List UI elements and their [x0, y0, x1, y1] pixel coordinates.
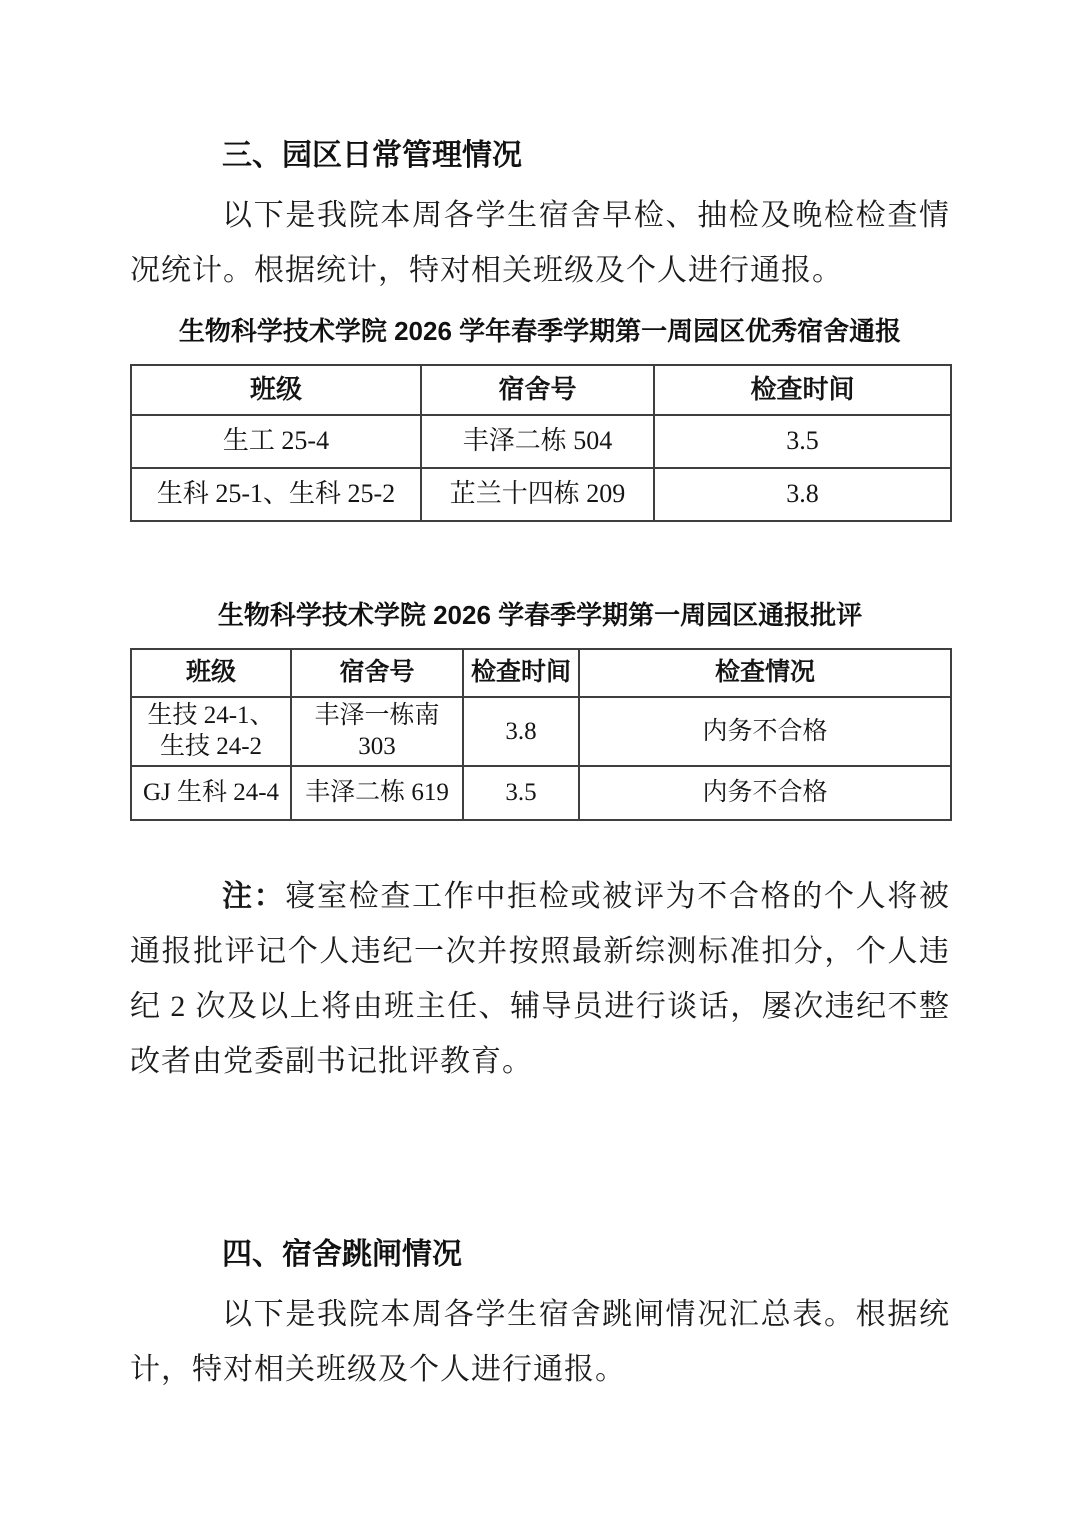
column-header-check-time: 检查时间	[463, 649, 579, 697]
table-row	[131, 468, 951, 521]
cell-check-result: 内务不合格	[579, 766, 951, 820]
table-row	[131, 697, 951, 766]
cell-check-result: 内务不合格	[579, 697, 951, 766]
cell-dorm-number: 芷兰十四栋 209	[421, 468, 654, 521]
column-header-check-result: 检查情况	[579, 649, 951, 697]
column-header-check-time: 检查时间	[654, 365, 951, 415]
cell-dorm-number: 丰泽二栋 619	[291, 766, 463, 820]
section4-heading: 四、宿舍跳闸情况	[222, 1237, 462, 1271]
criticism-table	[130, 648, 952, 821]
table-header-row	[131, 365, 951, 415]
cell-class: 生科 25-1、生科 25-2	[131, 468, 421, 521]
cell-check-time: 3.8	[654, 468, 951, 521]
column-header-dorm-number: 宿舍号	[291, 649, 463, 697]
cell-check-time: 3.5	[463, 766, 579, 820]
note-paragraph	[130, 869, 950, 1089]
table-row	[131, 415, 951, 468]
cell-dorm-number: 丰泽二栋 504	[421, 415, 654, 468]
table-header-row	[131, 649, 951, 697]
excellent-dorm-table-title: 生物科学技术学院 2026 学年春季学期第一周园区优秀宿舍通报	[178, 316, 902, 346]
cell-class: GJ 生科 24-4	[131, 766, 291, 820]
section4-intro-paragraph: 以下是我院本周各学生宿舍跳闸情况汇总表。根据统计，特对相关班级及个人进行通报。	[130, 1297, 950, 1386]
column-header-class: 班级	[131, 649, 291, 697]
note-label: 注：	[222, 879, 286, 913]
criticism-table-title: 生物科学技术学院 2026 学春季学期第一周园区通报批评	[217, 600, 863, 630]
cell-check-time: 3.5	[654, 415, 951, 468]
section3-intro-paragraph: 以下是我院本周各学生宿舍早检、抽检及晚检检查情况统计。根据统计，特对相关班级及个人进行通报。	[130, 199, 950, 287]
cell-class: 生工 25-4	[131, 415, 421, 468]
cell-class: 生技 24-1、生技 24-2	[131, 697, 291, 766]
excellent-dorm-table	[130, 364, 952, 522]
table-row	[131, 766, 951, 820]
column-header-dorm-number: 宿舍号	[421, 365, 654, 415]
page-content	[130, 0, 950, 1397]
cell-check-time: 3.8	[463, 697, 579, 766]
section3-heading: 三、园区日常管理情况	[222, 139, 522, 172]
column-header-class: 班级	[131, 365, 421, 415]
note-body: 寝室检查工作中拒检或被评为不合格的个人将被通报批评记个人违纪一次并按照最新综测标准扣分，个人违纪 2 次及以上将由班主任、辅导员进行谈话，屡次违纪不整改者由党委副书记批评教育。	[130, 879, 951, 1078]
cell-dorm-number: 丰泽一栋南 303	[291, 697, 463, 766]
